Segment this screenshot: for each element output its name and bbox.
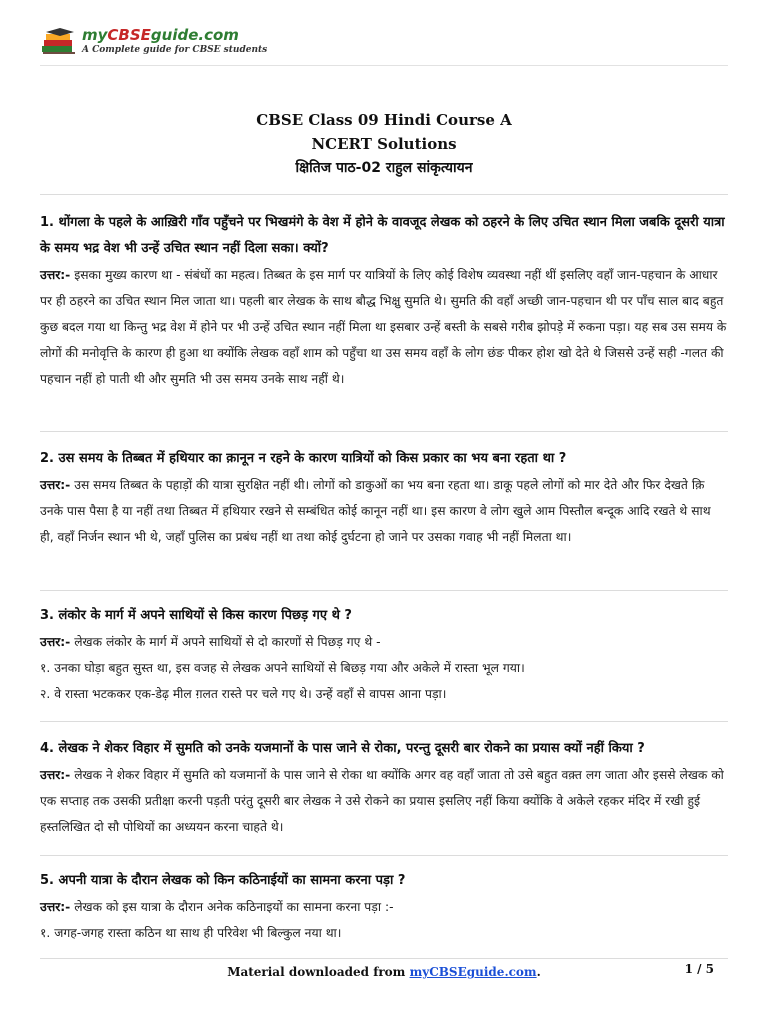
question-text: 4. लेखक ने शेकर विहार में सुमति को उनके यजमानों के पास जाने से रोका, परन्तु दूसरी बार रोकने का प्रयास क्यों नहीं किया ?: [40, 741, 645, 756]
logo-text: [82, 26, 267, 56]
answer-point: १. जगह-जगह रास्ता कठिन था साथ ही परिवेश भी बिल्कुल नया था।: [40, 926, 342, 940]
divider: [40, 194, 728, 195]
page-footer: [40, 958, 728, 988]
answer-text: [40, 629, 728, 655]
answer-label: उत्तर:-: [40, 478, 71, 492]
document-title: [40, 108, 728, 180]
answer-body: इसका मुख्य कारण था - संबंधों का महत्व। तिब्बत के इस मार्ग पर यात्रियों के लिए कोई विशेष व्यवस्था नहीं थीं इसलिए वहाँ जान-पहचान के आधार पर ही ठहरने का उचित स्थान मिल जाता था। पहली बार लेखक के साथ बौद्ध भिक्षु सुमति थे। सुमति की वहाँ अच्छी जान-पहचान थी पर पाँच साल बाद बहुत कुछ बदल गया था किन्तु भद्र वेश में होने पर भी उन्हें उचित स्थान नहीं मिला था इसबार उन्हें बस्ती के सबसे गरीब झोपड़े में रुकना पड़ा। यह सब उस समय के लोगों की मनोवृत्ति के कारण ही हुआ था क्योंकि लेखक वहाँ शाम को पहुँचा था उस समय वहाँ के लोग छंङ पीकर होश खो देते थे जिससे उन्हें सही -गलत की पहचान नहीं हो पाती थी और सुमति भी उस समय उनके साथ नहीं थे।: [40, 268, 727, 386]
question-block-2: [40, 446, 728, 550]
footer-suffix: .: [536, 965, 541, 979]
books-icon: [40, 26, 78, 56]
title-line-3: क्षितिज पाठ-02 राहुल सांकृत्यायन: [295, 160, 473, 176]
answer-label: उत्तर:-: [40, 635, 71, 649]
title-line-2: NCERT Solutions: [311, 135, 457, 153]
answer-text: [40, 762, 728, 840]
answer-label: उत्तर:-: [40, 268, 71, 282]
answer-label: उत्तर:-: [40, 768, 71, 782]
title-line-1: CBSE Class 09 Hindi Course A: [256, 111, 512, 129]
divider: [40, 590, 728, 591]
site-logo[interactable]: [40, 26, 267, 62]
logo-brand: myCBSEguide.com: [82, 26, 239, 44]
answer-point: २. वे रास्ता भटककर एक-डेढ़ मील ग़लत रास्ते पर चले गए थे। उन्हें वहाँ से वापस आना पड़ा।: [40, 687, 447, 701]
question-text: 3. लंकोर के मार्ग में अपने साथियों से किस कारण पिछड़ गए थे ?: [40, 608, 352, 623]
answer-label: उत्तर:-: [40, 900, 71, 914]
answer-text: [40, 472, 728, 550]
footer-link[interactable]: myCBSEguide.com: [409, 965, 537, 979]
page-number: 1 / 5: [684, 962, 714, 976]
divider: [40, 721, 728, 722]
question-text: 1. थोंगला के पहले के आख़िरी गाँव पहुँचने पर भिखमंगे के वेश में होने के वावजूद लेखक को ठहरने के लिए उचित स्थान मिला जबकि दूसरी यात्रा के समय भद्र वेश भी उन्हें उचित स्थान नहीं दिला सका। क्यों?: [40, 215, 725, 256]
page-header: [40, 22, 728, 66]
footer-text: [40, 965, 728, 979]
answer-body: लेखक ने शेकर विहार में सुमति को यजमानों के पास जाने से रोका था क्योंकि अगर वह वहाँ जाता तो उसे बहुत वक़्त लग जाता और इससे लेखक को एक सप्ताह तक उसकी प्रतीक्षा करनी पड़ती परंतु दूसरी बार लेखक ने उसे रोकने का प्रयास इसलिए नहीं किया क्योंकि वे अकेले रहकर मंदिर में रखी हुई हस्तलिखित दो सौ पोथियों का अध्ययन करना चाहते थे।: [40, 768, 724, 834]
divider: [40, 431, 728, 432]
answer-text: [40, 894, 728, 920]
answer-body: लेखक को इस यात्रा के दौरान अनेक कठिनाइयों का सामना करना पड़ा :-: [70, 900, 394, 914]
answer-point: १. उनका घोड़ा बहुत सुस्त था, इस वजह से लेखक अपने साथियों से बिछड़ गया और अकेले में रास्ता भूल गया।: [40, 661, 525, 675]
answer-text: [40, 262, 728, 392]
answer-body: लेखक लंकोर के मार्ग में अपने साथियों से दो कारणों से पिछड़ गए थे -: [70, 635, 381, 649]
question-text: 2. उस समय के तिब्बत में हथियार का क़ानून न रहने के कारण यात्रियों को किस प्रकार का भय बना रहता था ?: [40, 451, 567, 466]
footer-prefix: Material downloaded from: [227, 965, 410, 979]
question-block-5: [40, 868, 728, 946]
divider: [40, 855, 728, 856]
question-block-1: [40, 210, 728, 392]
logo-tagline: A Complete guide for CBSE students: [82, 45, 268, 55]
question-block-3: [40, 603, 728, 707]
answer-body: उस समय तिब्बत के पहाड़ों की यात्रा सुरक्षित नहीं थी। लोगों को डाकुओं का भय बना रहता था। डाकू पहले लोगों को मार देते और फिर देखते क़ि उनके पास पैसा है या नहीं तथा तिब्बत में हथियार रखने से सम्बंधित कोई कानून नहीं था। इस कारण वे लोग खुले आम पिस्तौल बन्दूक आदि रखते थे साथ ही, वहाँ निर्जन स्थान भी थे, जहाँ पुलिस का प्रबंध नहीं था तथा कोई दुर्घटना हो जाने पर उसका गवाह भी नहीं मिलता था।: [40, 478, 711, 544]
question-block-4: [40, 736, 728, 840]
question-text: 5. अपनी यात्रा के दौरान लेखक को किन कठिनाईयों का सामना करना पड़ा ?: [40, 873, 406, 888]
